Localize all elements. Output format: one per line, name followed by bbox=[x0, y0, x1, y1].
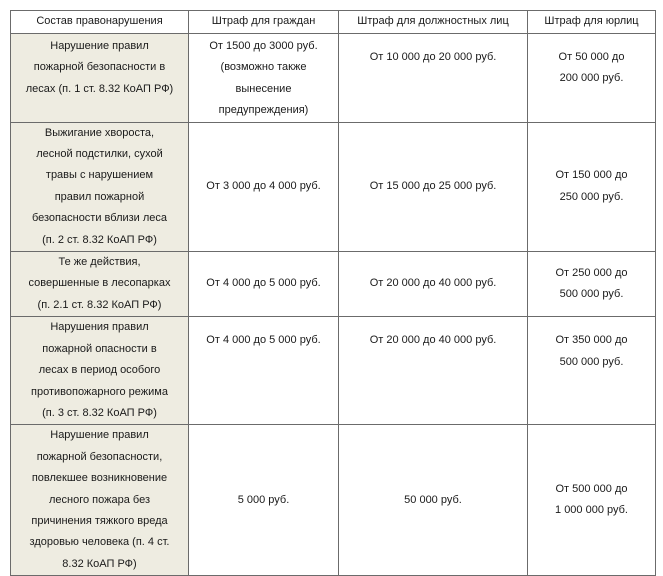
legal-entities-fine-cell: От 500 000 до 1 000 000 руб. bbox=[528, 425, 656, 576]
header-offense: Состав правонарушения bbox=[11, 11, 189, 34]
officials-fine-cell: От 20 000 до 40 000 руб. bbox=[339, 317, 528, 425]
offense-cell: Выжигание хвороста, лесной подстилки, сухой травы с нарушением правил пожарной безопасности вблизи леса (п. 2 ст. 8.32 КоАП РФ) bbox=[11, 122, 189, 251]
fines-table bbox=[10, 10, 656, 576]
offense-cell: Нарушения правил пожарной опасности в лесах в период особого противопожарного режима (п. 3 ст. 8.32 КоАП РФ) bbox=[11, 317, 189, 425]
officials-fine-cell: 50 000 руб. bbox=[339, 425, 528, 576]
table-row bbox=[11, 34, 656, 123]
table-row bbox=[11, 425, 656, 576]
header-legal-entities-fine: Штраф для юрлиц bbox=[528, 11, 656, 34]
officials-fine-cell: От 10 000 до 20 000 руб. bbox=[339, 34, 528, 123]
officials-fine-cell: От 20 000 до 40 000 руб. bbox=[339, 252, 528, 317]
header-officials-fine: Штраф для должностных лиц bbox=[339, 11, 528, 34]
legal-entities-fine-cell: От 50 000 до 200 000 руб. bbox=[528, 34, 656, 123]
table-header-row bbox=[11, 11, 656, 34]
offense-cell: Нарушение правил пожарной безопасности в лесах (п. 1 ст. 8.32 КоАП РФ) bbox=[11, 34, 189, 123]
legal-entities-fine-cell: От 350 000 до 500 000 руб. bbox=[528, 317, 656, 425]
table-row bbox=[11, 252, 656, 317]
offense-cell: Те же действия, совершенные в лесопарках (п. 2.1 ст. 8.32 КоАП РФ) bbox=[11, 252, 189, 317]
citizens-fine-cell: 5 000 руб. bbox=[189, 425, 339, 576]
citizens-fine-cell: От 1500 до 3000 руб. (возможно также вынесение предупреждения) bbox=[189, 34, 339, 123]
officials-fine-cell: От 15 000 до 25 000 руб. bbox=[339, 122, 528, 251]
legal-entities-fine-cell: От 250 000 до 500 000 руб. bbox=[528, 252, 656, 317]
citizens-fine-cell: От 4 000 до 5 000 руб. bbox=[189, 252, 339, 317]
legal-entities-fine-cell: От 150 000 до 250 000 руб. bbox=[528, 122, 656, 251]
citizens-fine-cell: От 4 000 до 5 000 руб. bbox=[189, 317, 339, 425]
table-row bbox=[11, 122, 656, 251]
offense-cell: Нарушение правил пожарной безопасности, повлекшее возникновение лесного пожара без причинения тяжкого вреда здоровью человека (п. 4 ст. 8.32 КоАП РФ) bbox=[11, 425, 189, 576]
citizens-fine-cell: От 3 000 до 4 000 руб. bbox=[189, 122, 339, 251]
header-citizens-fine: Штраф для граждан bbox=[189, 11, 339, 34]
table-row bbox=[11, 317, 656, 425]
